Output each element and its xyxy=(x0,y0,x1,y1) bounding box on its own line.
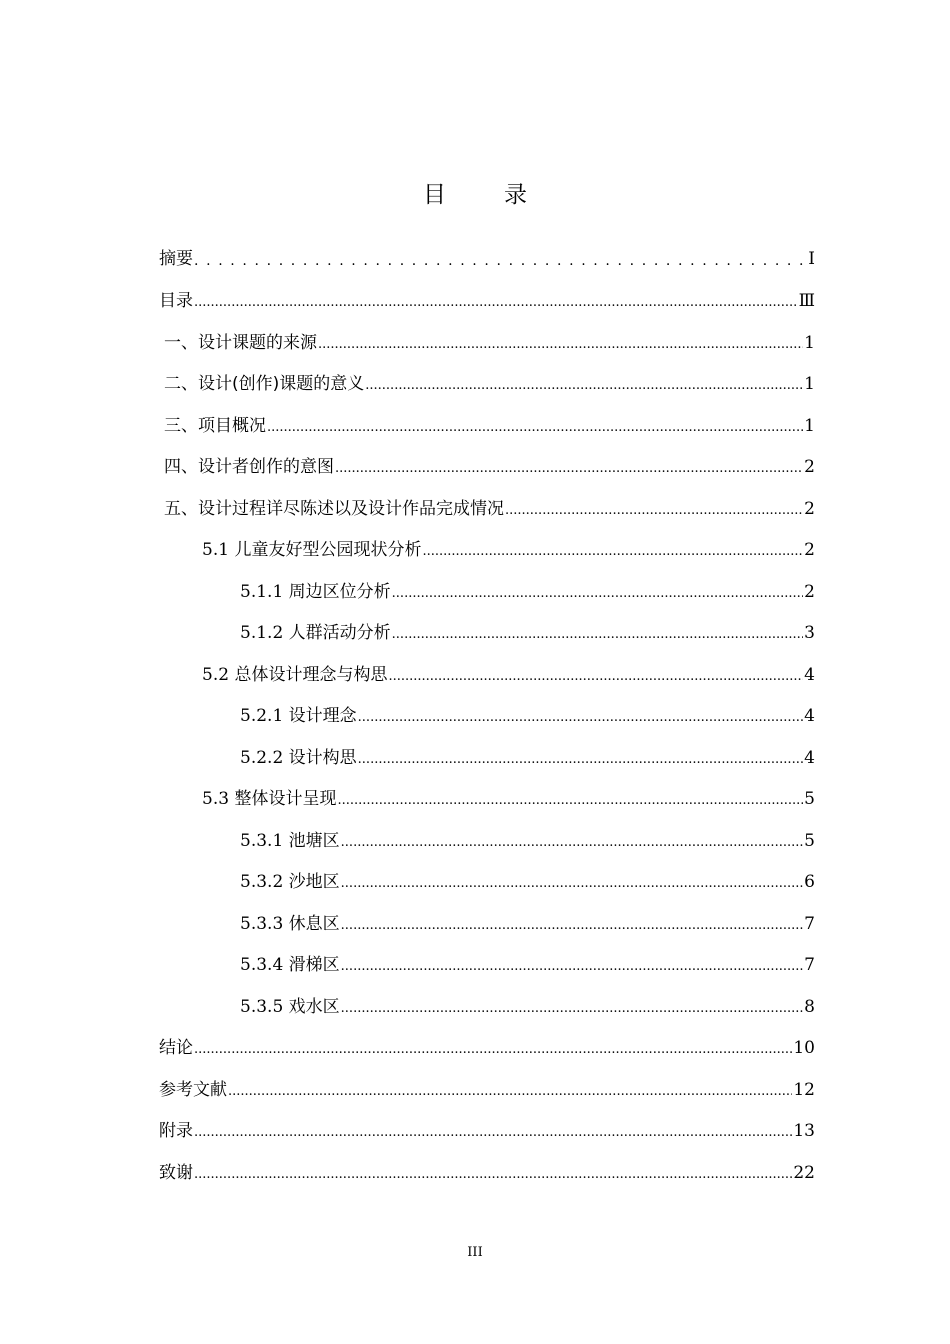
toc-leader-dots xyxy=(341,830,804,854)
toc-entry-5-3-3[interactable] xyxy=(240,911,815,937)
toc-entry-label: 5.1.2 人群活动分析 xyxy=(240,623,391,643)
toc-title-char-1: 目 xyxy=(423,182,446,208)
toc-entry-page: 2 xyxy=(804,499,815,519)
toc-entry-label: 参考文献 xyxy=(159,1080,227,1100)
toc-entry-label: 5.3.5 戏水区 xyxy=(240,997,340,1017)
toc-leader-dots xyxy=(194,1120,792,1144)
toc-leader-dots xyxy=(358,705,804,729)
toc-entry-page: 12 xyxy=(793,1080,815,1100)
toc-entry-references[interactable] xyxy=(159,1077,815,1103)
toc-entry-label: 5.3.3 休息区 xyxy=(240,914,340,934)
toc-entry-label: 5.1.1 周边区位分析 xyxy=(240,582,391,602)
toc-entry-5-3-4[interactable] xyxy=(240,952,815,978)
toc-entry-section-1[interactable] xyxy=(164,330,815,356)
toc-entry-5-1[interactable] xyxy=(202,537,815,563)
toc-entry-5-2-2[interactable] xyxy=(240,745,815,771)
toc-entry-label: 附录 xyxy=(159,1121,193,1141)
toc-entry-page: 10 xyxy=(793,1038,815,1058)
toc-entry-label: 5.3.1 池塘区 xyxy=(240,831,340,851)
toc-entry-label: 目录 xyxy=(159,291,193,311)
toc-entry-page: 8 xyxy=(804,997,815,1017)
toc-entry-page: 22 xyxy=(793,1163,815,1183)
toc-entry-section-5[interactable] xyxy=(164,496,815,522)
toc-leader-dots xyxy=(388,664,803,688)
toc-entry-label: 5.3.2 沙地区 xyxy=(240,872,340,892)
toc-entry-label: 5.3.4 滑梯区 xyxy=(240,955,340,975)
toc-entry-section-2[interactable] xyxy=(164,371,815,397)
toc-entry-page: 4 xyxy=(804,665,815,685)
toc-entry-page: 2 xyxy=(804,540,815,560)
toc-entry-appendix[interactable] xyxy=(159,1118,815,1144)
toc-leader-dots xyxy=(365,373,803,397)
toc-entry-page: 1 xyxy=(804,416,815,436)
toc-entry-5-3-2[interactable] xyxy=(240,869,815,895)
toc-entry-5-2-1[interactable] xyxy=(240,703,815,729)
toc-title xyxy=(0,176,950,209)
toc-leader-dots xyxy=(422,539,803,563)
toc-entry-page: 1 xyxy=(804,374,815,394)
toc-entry-label: 5.3 整体设计呈现 xyxy=(202,789,337,809)
toc-entry-acknowledgements[interactable] xyxy=(159,1160,815,1186)
toc-title-char-2: 录 xyxy=(504,182,527,208)
toc-entry-label: 五、设计过程详尽陈述以及设计作品完成情况 xyxy=(164,499,504,519)
toc-entry-label: 四、设计者创作的意图 xyxy=(164,457,334,477)
toc-entry-page: 3 xyxy=(804,623,815,643)
toc-entry-abstract[interactable] xyxy=(159,246,815,272)
toc-entry-page: 2 xyxy=(804,457,815,477)
toc-entry-label: 二、设计(创作)课题的意义 xyxy=(164,374,365,394)
toc-leader-dots xyxy=(228,1079,792,1103)
toc-entry-page: Ⅰ xyxy=(808,249,815,269)
toc-leader-dots xyxy=(392,622,804,646)
toc-entry-page: 4 xyxy=(804,748,815,768)
toc-entry-page: 13 xyxy=(793,1121,815,1141)
toc-leader-dots xyxy=(341,996,804,1020)
toc-leader-dots xyxy=(318,332,803,356)
page-number-footer: III xyxy=(467,1245,483,1260)
toc-entry-section-4[interactable] xyxy=(164,454,815,480)
toc-entry-5-3[interactable] xyxy=(202,786,815,812)
toc-entry-page: 1 xyxy=(804,333,815,353)
toc-entry-label: 三、项目概况 xyxy=(164,416,266,436)
toc-entry-label: 5.2.2 设计构思 xyxy=(240,748,357,768)
toc-entry-5-3-1[interactable] xyxy=(240,828,815,854)
toc-entry-page: 5 xyxy=(804,831,815,851)
toc-leader-dots xyxy=(267,415,803,439)
toc-entry-5-1-2[interactable] xyxy=(240,620,815,646)
toc-leader-dots xyxy=(341,871,804,895)
toc-entry-conclusion[interactable] xyxy=(159,1035,815,1061)
toc-leader-dots xyxy=(392,581,804,605)
toc-entry-label: 摘要 xyxy=(159,249,193,269)
toc-leader-dots xyxy=(341,913,804,937)
toc-entry-5-2[interactable] xyxy=(202,662,815,688)
toc-entry-section-3[interactable] xyxy=(164,413,815,439)
toc-entry-page: 5 xyxy=(804,789,815,809)
toc-leader-dots xyxy=(505,498,803,522)
toc-entry-5-3-5[interactable] xyxy=(240,994,815,1020)
toc-leader-dots xyxy=(358,747,804,771)
toc-entry-page: 7 xyxy=(804,955,815,975)
toc-entry-label: 5.2 总体设计理念与构思 xyxy=(202,665,388,685)
toc-entry-label: 一、设计课题的来源 xyxy=(164,333,317,353)
toc-entry-label: 5.1 儿童友好型公园现状分析 xyxy=(202,540,422,560)
toc-leader-dots xyxy=(194,290,798,314)
toc-leader-dots xyxy=(341,954,804,978)
toc-entry-label: 5.2.1 设计理念 xyxy=(240,706,357,726)
toc-entry-page: 2 xyxy=(804,582,815,602)
toc-entry-contents[interactable] xyxy=(159,288,815,314)
toc-entry-5-1-1[interactable] xyxy=(240,579,815,605)
toc-entry-label: 结论 xyxy=(159,1038,193,1058)
toc-entry-label: 致谢 xyxy=(159,1163,193,1183)
toc-entry-page: 7 xyxy=(804,914,815,934)
toc-leader-dots xyxy=(337,788,803,812)
toc-leader-dots xyxy=(194,1162,792,1186)
toc-entry-page: 6 xyxy=(804,872,815,892)
toc-entry-page: 4 xyxy=(804,706,815,726)
toc-entry-page: Ⅲ xyxy=(798,291,815,311)
toc-leader-dots xyxy=(335,456,803,480)
toc-leader-dots xyxy=(194,1037,792,1061)
toc-leader-dots xyxy=(194,249,807,272)
